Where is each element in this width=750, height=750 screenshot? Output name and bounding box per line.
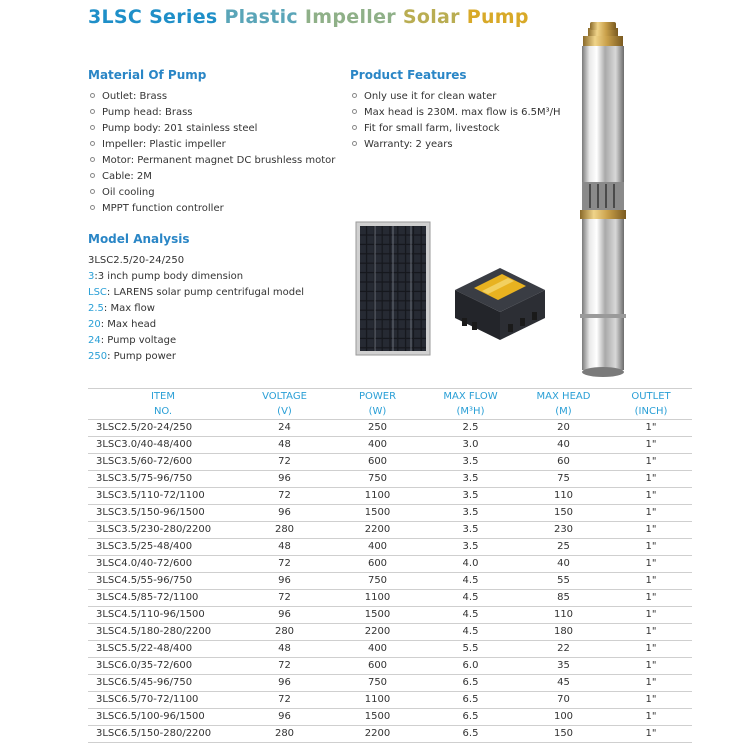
cell-power: 750 [331,471,424,488]
unit-item: NO. [88,404,238,420]
cell-max-flow: 3.5 [424,454,517,471]
cell-power: 400 [331,641,424,658]
cell-item: 3LSC3.5/110-72/1100 [88,488,238,505]
table-row [88,709,692,726]
cell-power: 1100 [331,590,424,607]
cell-voltage: 280 [238,726,331,743]
cell-max-head: 40 [517,556,610,573]
cell-voltage: 72 [238,454,331,471]
cell-max-head: 20 [517,420,610,437]
cell-voltage: 72 [238,692,331,709]
cell-outlet: 1" [610,675,692,692]
cell-max-head: 85 [517,590,610,607]
table-row [88,675,692,692]
table-unit-row [88,404,692,420]
table-row [88,726,692,743]
cell-voltage: 72 [238,658,331,675]
cell-outlet: 1" [610,556,692,573]
cell-voltage: 48 [238,437,331,454]
cell-outlet: 1" [610,539,692,556]
cell-item: 3LSC3.0/40-48/400 [88,437,238,454]
spec-table [88,388,692,743]
cell-voltage: 72 [238,590,331,607]
cell-max-flow: 6.5 [424,709,517,726]
cell-voltage: 280 [238,522,331,539]
cell-item: 3LSC6.5/70-72/1100 [88,692,238,709]
material-item-text: Motor: Permanent magnet DC brushless motor [102,155,336,166]
model-desc: :3 inch pump body dimension [94,271,244,282]
cell-max-head: 60 [517,454,610,471]
cell-power: 2200 [331,726,424,743]
cell-voltage: 96 [238,709,331,726]
cell-outlet: 1" [610,641,692,658]
material-item-text: Cable: 2M [102,171,152,182]
cell-max-head: 40 [517,437,610,454]
cell-max-head: 70 [517,692,610,709]
cell-item: 3LSC5.5/22-48/400 [88,641,238,658]
cell-outlet: 1" [610,573,692,590]
header-outlet: OUTLET [610,389,692,405]
cell-outlet: 1" [610,437,692,454]
cell-outlet: 1" [610,454,692,471]
table-row [88,556,692,573]
model-key: 24 [88,335,101,346]
cell-item: 3LSC3.5/60-72/600 [88,454,238,471]
cell-outlet: 1" [610,709,692,726]
cell-max-head: 230 [517,522,610,539]
cell-outlet: 1" [610,471,692,488]
cell-max-flow: 4.5 [424,590,517,607]
title-part-solar: Solar [402,6,460,28]
model-desc: : Max flow [103,303,155,314]
model-key: 250 [88,351,108,362]
cell-max-flow: 6.0 [424,658,517,675]
cell-power: 2200 [331,522,424,539]
material-item-text: Pump head: Brass [102,107,193,118]
cell-max-flow: 3.0 [424,437,517,454]
cell-max-head: 25 [517,539,610,556]
mppt-controller-image [455,268,545,340]
cell-outlet: 1" [610,420,692,437]
table-row [88,420,692,437]
cell-power: 250 [331,420,424,437]
cell-max-flow: 6.5 [424,726,517,743]
feature-item-text: Max head is 230M. max flow is 6.5M³/H [364,107,561,118]
cell-item: 3LSC4.5/110-96/1500 [88,607,238,624]
features-heading: Product Features [350,68,467,82]
cell-power: 2200 [331,624,424,641]
submersible-pump-image [580,22,626,377]
material-item-text: Outlet: Brass [102,91,168,102]
cell-max-head: 180 [517,624,610,641]
header-max-head: MAX HEAD [517,389,610,405]
cell-outlet: 1" [610,658,692,675]
cell-item: 3LSC4.5/180-280/2200 [88,624,238,641]
material-heading: Material Of Pump [88,68,207,82]
table-header-row [88,389,692,405]
cell-power: 1100 [331,692,424,709]
cell-max-head: 75 [517,471,610,488]
cell-max-head: 150 [517,505,610,522]
cell-voltage: 48 [238,641,331,658]
unit-power: (W) [331,404,424,420]
cell-voltage: 96 [238,573,331,590]
table-row [88,539,692,556]
cell-power: 400 [331,437,424,454]
model-key: LSC [88,287,107,298]
feature-item-text: Warranty: 2 years [364,139,453,150]
cell-voltage: 280 [238,624,331,641]
header-item: ITEM [88,389,238,405]
model-heading: Model Analysis [88,232,190,246]
cell-item: 3LSC3.5/75-96/750 [88,471,238,488]
cell-voltage: 96 [238,675,331,692]
table-row [88,692,692,709]
table-row [88,437,692,454]
cell-item: 3LSC4.5/55-96/750 [88,573,238,590]
cell-max-flow: 4.5 [424,573,517,590]
cell-power: 1500 [331,607,424,624]
cell-item: 3LSC6.5/45-96/750 [88,675,238,692]
cell-outlet: 1" [610,624,692,641]
cell-max-flow: 6.5 [424,692,517,709]
cell-voltage: 96 [238,505,331,522]
material-item-text: Pump body: 201 stainless steel [102,123,258,134]
cell-power: 1500 [331,709,424,726]
cell-max-flow: 6.5 [424,675,517,692]
cell-item: 3LSC6.5/100-96/1500 [88,709,238,726]
cell-max-head: 45 [517,675,610,692]
title-part-series: 3LSC Series [88,6,218,28]
table-row [88,624,692,641]
model-key: 2.5 [88,303,104,314]
cell-item: 3LSC4.0/40-72/600 [88,556,238,573]
feature-item-text: Fit for small farm, livestock [364,123,500,134]
cell-max-flow: 3.5 [424,471,517,488]
cell-max-flow: 4.0 [424,556,517,573]
cell-max-head: 150 [517,726,610,743]
cell-voltage: 72 [238,556,331,573]
cell-max-flow: 3.5 [424,488,517,505]
cell-voltage: 24 [238,420,331,437]
table-row [88,505,692,522]
cell-max-flow: 4.5 [424,607,517,624]
cell-power: 1500 [331,505,424,522]
cell-item: 3LSC3.5/150-96/1500 [88,505,238,522]
cell-max-flow: 5.5 [424,641,517,658]
table-row [88,488,692,505]
cell-max-flow: 2.5 [424,420,517,437]
cell-power: 750 [331,573,424,590]
model-desc: : LARENS solar pump centrifugal model [106,287,305,298]
table-row [88,454,692,471]
cell-power: 600 [331,556,424,573]
cell-item: 3LSC2.5/20-24/250 [88,420,238,437]
cell-voltage: 48 [238,539,331,556]
material-item-text: Oil cooling [102,187,155,198]
cell-item: 3LSC6.0/35-72/600 [88,658,238,675]
model-key: 3 [88,271,95,282]
header-power: POWER [331,389,424,405]
title-part-pump: Pump [466,6,529,28]
feature-item-text: Only use it for clean water [364,91,497,102]
cell-outlet: 1" [610,590,692,607]
cell-max-flow: 3.5 [424,522,517,539]
table-row [88,471,692,488]
cell-item: 3LSC3.5/25-48/400 [88,539,238,556]
cell-power: 600 [331,658,424,675]
table-row [88,573,692,590]
cell-item: 3LSC4.5/85-72/1100 [88,590,238,607]
model-desc: : Pump power [107,351,177,362]
table-row [88,658,692,675]
cell-power: 600 [331,454,424,471]
table-row [88,590,692,607]
model-desc: : Pump voltage [100,335,177,346]
cell-voltage: 72 [238,488,331,505]
cell-outlet: 1" [610,488,692,505]
cell-outlet: 1" [610,522,692,539]
table-body [88,420,692,743]
cell-voltage: 96 [238,471,331,488]
cell-power: 1100 [331,488,424,505]
unit-max-flow: (M³H) [424,404,517,420]
table-row [88,522,692,539]
cell-max-head: 55 [517,573,610,590]
unit-outlet: (INCH) [610,404,692,420]
model-key: 20 [88,319,101,330]
cell-max-flow: 3.5 [424,505,517,522]
cell-power: 400 [331,539,424,556]
unit-max-head: (M) [517,404,610,420]
cell-max-head: 110 [517,488,610,505]
table-row [88,607,692,624]
cell-max-flow: 4.5 [424,624,517,641]
header-max-flow: MAX FLOW [424,389,517,405]
cell-voltage: 96 [238,607,331,624]
cell-outlet: 1" [610,726,692,743]
cell-item: 3LSC3.5/230-280/2200 [88,522,238,539]
cell-outlet: 1" [610,692,692,709]
cell-max-head: 22 [517,641,610,658]
cell-item: 3LSC6.5/150-280/2200 [88,726,238,743]
table-row [88,641,692,658]
cell-max-flow: 3.5 [424,539,517,556]
model-code: 3LSC2.5/20-24/250 [88,255,185,266]
model-desc: : Max head [100,319,157,330]
cell-max-head: 110 [517,607,610,624]
cell-max-head: 35 [517,658,610,675]
header-voltage: VOLTAGE [238,389,331,405]
cell-power: 750 [331,675,424,692]
unit-voltage: (V) [238,404,331,420]
title-part-plastic: Plastic [224,6,298,28]
title-part-impeller: Impeller [304,6,396,28]
cell-outlet: 1" [610,505,692,522]
cell-outlet: 1" [610,607,692,624]
cell-max-head: 100 [517,709,610,726]
material-item-text: MPPT function controller [102,203,224,214]
solar-panel-image [356,222,430,355]
material-item-text: Impeller: Plastic impeller [102,139,226,150]
